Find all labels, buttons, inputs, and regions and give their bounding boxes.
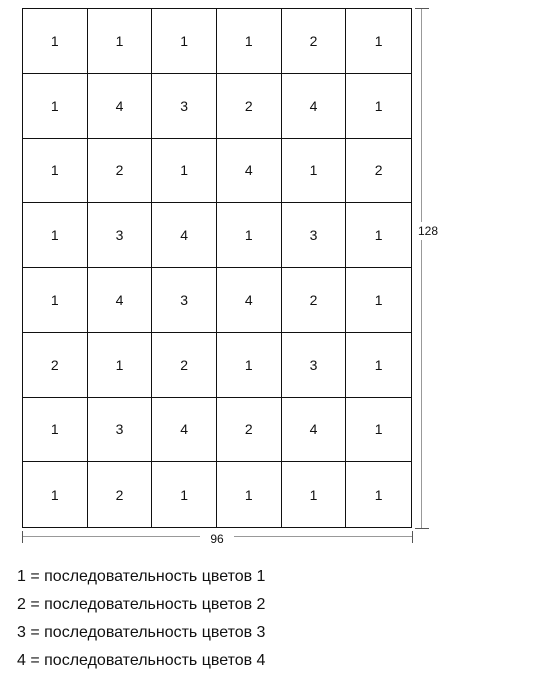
- grid-cell: 1: [346, 74, 411, 139]
- grid-cell: 1: [346, 268, 411, 333]
- grid-cell: 3: [282, 203, 347, 268]
- grid-cell: 2: [217, 74, 282, 139]
- grid-cell: 3: [152, 74, 217, 139]
- grid-cell: 1: [23, 74, 88, 139]
- height-dimension-tick-top: [415, 8, 429, 9]
- grid-cell: 4: [88, 268, 153, 333]
- grid-cell: 1: [346, 333, 411, 398]
- height-dimension-line: [421, 8, 422, 528]
- grid-cell: 1: [88, 9, 153, 74]
- grid-cell: 1: [88, 333, 153, 398]
- grid-cell: 3: [282, 333, 347, 398]
- grid-cell: 4: [282, 74, 347, 139]
- grid-cell: 2: [88, 139, 153, 204]
- grid-cell: 1: [217, 333, 282, 398]
- grid-cell: 1: [346, 9, 411, 74]
- width-dimension-label: 96: [200, 532, 234, 546]
- grid-cell: 2: [282, 268, 347, 333]
- width-dimension-tick-right: [412, 531, 413, 543]
- grid-cell: 2: [282, 9, 347, 74]
- grid-cell: 1: [23, 462, 88, 527]
- legend-item-3: 3 = последовательность цветов 3: [17, 624, 266, 641]
- grid-cell: 1: [23, 9, 88, 74]
- grid-cell: 2: [217, 398, 282, 463]
- grid-cell: 1: [152, 462, 217, 527]
- width-dimension-tick-left: [22, 531, 23, 543]
- grid-cell: 1: [23, 268, 88, 333]
- grid-cell: 1: [23, 139, 88, 204]
- height-dimension-label: 128: [418, 224, 439, 238]
- grid-cell: 1: [282, 139, 347, 204]
- legend-item-1: 1 = последовательность цветов 1: [17, 568, 266, 585]
- grid-cell: 4: [217, 268, 282, 333]
- legend-item-4: 4 = последовательность цветов 4: [17, 652, 266, 669]
- legend-item-2: 2 = последовательность цветов 2: [17, 596, 266, 613]
- grid-cell: 3: [88, 203, 153, 268]
- grid-cell: 1: [23, 398, 88, 463]
- grid-cell: 1: [217, 203, 282, 268]
- grid-cell: 3: [152, 268, 217, 333]
- grid-cell: 4: [217, 139, 282, 204]
- grid-cell: 4: [152, 398, 217, 463]
- grid-cell: 4: [88, 74, 153, 139]
- grid-cell: 1: [217, 462, 282, 527]
- grid-cell: 3: [88, 398, 153, 463]
- grid-cell: 2: [23, 333, 88, 398]
- grid-cell: 1: [346, 398, 411, 463]
- grid-cell: 1: [374, 486, 383, 503]
- height-dimension-tick-bottom: [415, 528, 429, 529]
- grid-cell: 1: [23, 203, 88, 268]
- pattern-grid: [22, 8, 412, 528]
- legend: [17, 563, 265, 675]
- grid-cell: 4: [282, 398, 347, 463]
- grid-cell: 1: [346, 203, 411, 268]
- grid-cell: 1: [282, 462, 347, 527]
- grid-cell: 2: [152, 333, 217, 398]
- grid-cell: 2: [88, 462, 153, 527]
- grid-cell: 1: [152, 9, 217, 74]
- grid-cell: 1: [152, 139, 217, 204]
- grid-cell: 1: [217, 9, 282, 74]
- grid-cell: 4: [152, 203, 217, 268]
- grid-cell: 2: [346, 139, 411, 204]
